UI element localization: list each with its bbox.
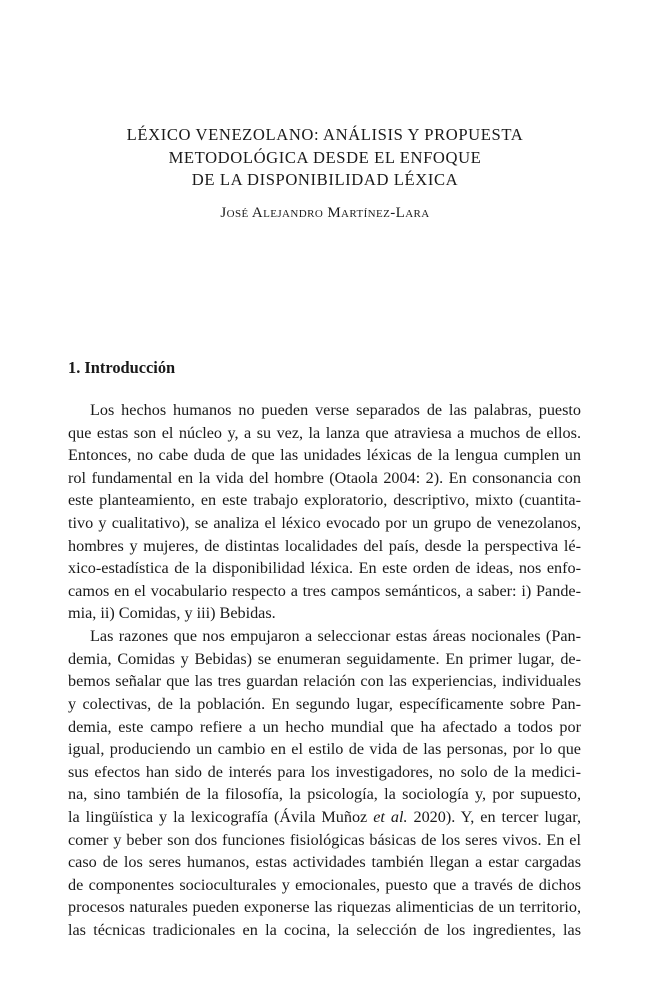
title-line: DE LA DISPONIBILIDAD LÉXICA [191, 170, 459, 189]
text-line: procesos naturales pueden exponerse las riquezas alimenticias de un territorio, [68, 898, 581, 917]
text-line: y colectivas, de la población. En segundo lugar, específicamente sobre Pan- [68, 694, 581, 713]
author-name: José Alejandro Martínez-Lara [220, 205, 430, 221]
title-line: METODOLÓGICA DESDE EL ENFOQUE [168, 147, 482, 167]
text-line: Los hechos humanos no pueden verse separados de las palabras, puesto [90, 401, 581, 419]
text-line: este planteamiento, en este trabajo exploratorio, descriptivo, mixto (cuantita- [68, 491, 581, 510]
paragraph [68, 399, 581, 625]
section-heading: 1. Introducción [68, 358, 176, 377]
text-line: igual, produciendo un cambio en el estilo de vida de las personas, por lo que [68, 740, 581, 759]
text-line: que estas son el núcleo y, a su vez, la lanza que atraviesa a muchos de ellos. [68, 423, 581, 442]
text-line: demia, este campo refiere a un hecho mundial que ha afectado a todos por [68, 717, 581, 736]
text-line: bemos señalar que las tres guardan relación con las experiencias, individuales [68, 672, 581, 691]
article-title [0, 124, 650, 192]
section-body [68, 399, 581, 942]
text-line: tivo y cualitativo), se analiza el léxico evocado por un grupo de venezolanos, [68, 514, 581, 533]
text-line: xico-estadística de la disponibilidad léxica. En este orden de ideas, nos enfo- [68, 559, 581, 578]
text-line: na, sino también de la filosofía, la psicología, la sociología y, por supuesto, [68, 785, 581, 804]
text-line: Las razones que nos empujaron a seleccionar estas áreas nocionales (Pan- [90, 627, 581, 646]
text-line: la lingüística y la lexicografía (Ávila Muñoz et al. 2020). Y, en tercer lugar, [68, 807, 581, 826]
citation-et-al: et al. [373, 807, 408, 826]
text-line: comer y beber son dos funciones fisiológicas básicas de los seres vivos. En el [68, 830, 581, 849]
text-line: camos en el vocabulario respecto a tres campos semánticos, a saber: i) Pande- [68, 581, 581, 600]
paragraph [68, 625, 581, 942]
title-line: LÉXICO VENEZOLANO: ANÁLISIS Y PROPUESTA [126, 125, 524, 144]
text-line: las técnicas tradicionales en la cocina, la selección de los ingredientes, las [68, 921, 581, 940]
text-line: de componentes socioculturales y emocionales, puesto que a través de dichos [68, 875, 581, 894]
text-line: mia, ii) Comidas, y iii) Bebidas. [68, 604, 276, 623]
text-line: hombres y mujeres, de distintas localidades del país, desde la perspectiva lé- [68, 536, 581, 555]
text-line: caso de los seres humanos, estas actividades también llegan a estar cargadas [68, 853, 581, 872]
text-line: demia, Comidas y Bebidas) se enumeran seguidamente. En primer lugar, de- [68, 649, 581, 668]
text-line: Entonces, no cabe duda de que las unidades léxicas de la lengua cumplen un [68, 446, 581, 465]
text-line: rol fundamental en la vida del hombre (Otaola 2004: 2). En consonancia con [68, 468, 581, 487]
text-line: sus efectos han sido de interés para los investigadores, no solo de la medici- [68, 762, 581, 781]
